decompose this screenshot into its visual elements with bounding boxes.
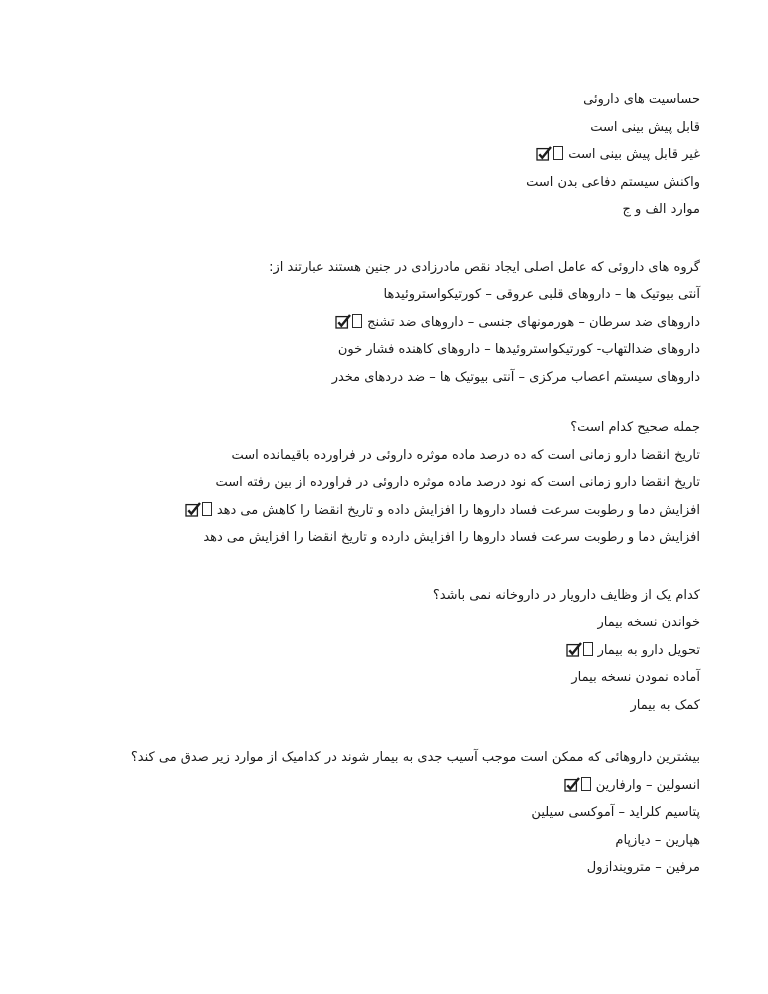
- answer-option-label: داروهای ضد سرطان – هورمونهای جنسی – داروهای ضد تشنج: [367, 314, 700, 330]
- checked-checkbox-icon: [335, 314, 351, 329]
- answer-option: تاریخ انقضا دارو زمانی است که ده درصد ماده موثره داروئی در فراورده باقیمانده است: [231, 447, 700, 463]
- question-block-4: [36, 582, 700, 720]
- answer-option: تاریخ انقضا دارو زمانی است که نود درصد ماده موثره داروئی در فراورده از بین رفته است: [215, 475, 700, 490]
- answer-option-selected: [36, 309, 700, 337]
- question-text: جمله صحیح کدام است؟: [570, 420, 700, 435]
- answer-option-label: انسولین – وارفارین: [595, 777, 700, 793]
- answer-option-selected: [36, 637, 700, 665]
- answer-option-selected: [36, 141, 700, 169]
- answer-option: هپارین – دیازپام: [615, 832, 700, 848]
- answer-option: آماده نمودن نسخه بیمار: [571, 670, 700, 685]
- question-block-2: [36, 254, 700, 392]
- empty-checkbox-icon: [583, 642, 593, 656]
- empty-checkbox-icon: [352, 314, 362, 328]
- checked-checkbox-icon: [566, 642, 582, 657]
- question-block-1: [36, 86, 700, 224]
- answer-option: آنتی بیوتیک ها – داروهای قلبی عروقی – کورتیکواستروئیدها: [383, 287, 700, 302]
- answer-option: داروهای سیستم اعصاب مرکزی – آنتی بیوتیک ها – ضد دردهای مخدر: [331, 369, 700, 385]
- answer-option: کمک به بیمار: [630, 697, 700, 713]
- answer-option: موارد الف و ج: [622, 202, 700, 217]
- question-block-3: [36, 414, 700, 552]
- checked-checkbox-icon: [564, 777, 580, 792]
- empty-checkbox-icon: [581, 777, 591, 791]
- checked-checkbox-icon: [185, 502, 201, 517]
- answer-option: مرفین – مترویندازول: [586, 860, 700, 875]
- checked-checkbox-icon: [536, 146, 552, 161]
- answer-option: داروهای ضدالتهاب- کورتیکواستروئیدها – داروهای کاهنده فشار خون: [337, 342, 700, 357]
- answer-option: قابل پیش بینی است: [590, 119, 700, 135]
- answer-option-label: غیر قابل پیش بینی است: [568, 147, 700, 162]
- answer-option: خواندن نسخه بیمار: [597, 615, 700, 630]
- answer-option: پتاسیم کلراید – آموکسی سیلین: [531, 805, 700, 820]
- empty-checkbox-icon: [202, 502, 212, 516]
- empty-checkbox-icon: [553, 146, 563, 160]
- question-text: کدام یک از وظایف دارویار در داروخانه نمی باشد؟: [432, 587, 700, 603]
- answer-option: واکنش سیستم دفاعی بدن است: [526, 174, 700, 190]
- answer-option-label: تحویل دارو به بیمار: [597, 642, 700, 658]
- answer-option-label: افزایش دما و رطوبت سرعت فساد داروها را افزایش داده و تاریخ انقضا را کاهش می دهد: [216, 502, 700, 518]
- question-text: بیشترین داروهائی که ممکن است موجب آسیب جدی به بیمار شوند در کدامیک از موارد زیر صدق می کند؟: [130, 750, 700, 765]
- question-text: گروه های داروئی که عامل اصلی ایجاد نقص مادرزادی در جنین هستند عبارتند از:: [269, 259, 700, 275]
- question-block-5: [36, 744, 700, 882]
- answer-option: افزایش دما و رطوبت سرعت فساد داروها را افزایش دارده و تاریخ انقضا را افزایش می دهد: [203, 530, 700, 545]
- question-text: حساسیت های داروئی: [583, 92, 700, 107]
- answer-option-selected: [36, 497, 700, 525]
- answer-option-selected: [36, 772, 700, 800]
